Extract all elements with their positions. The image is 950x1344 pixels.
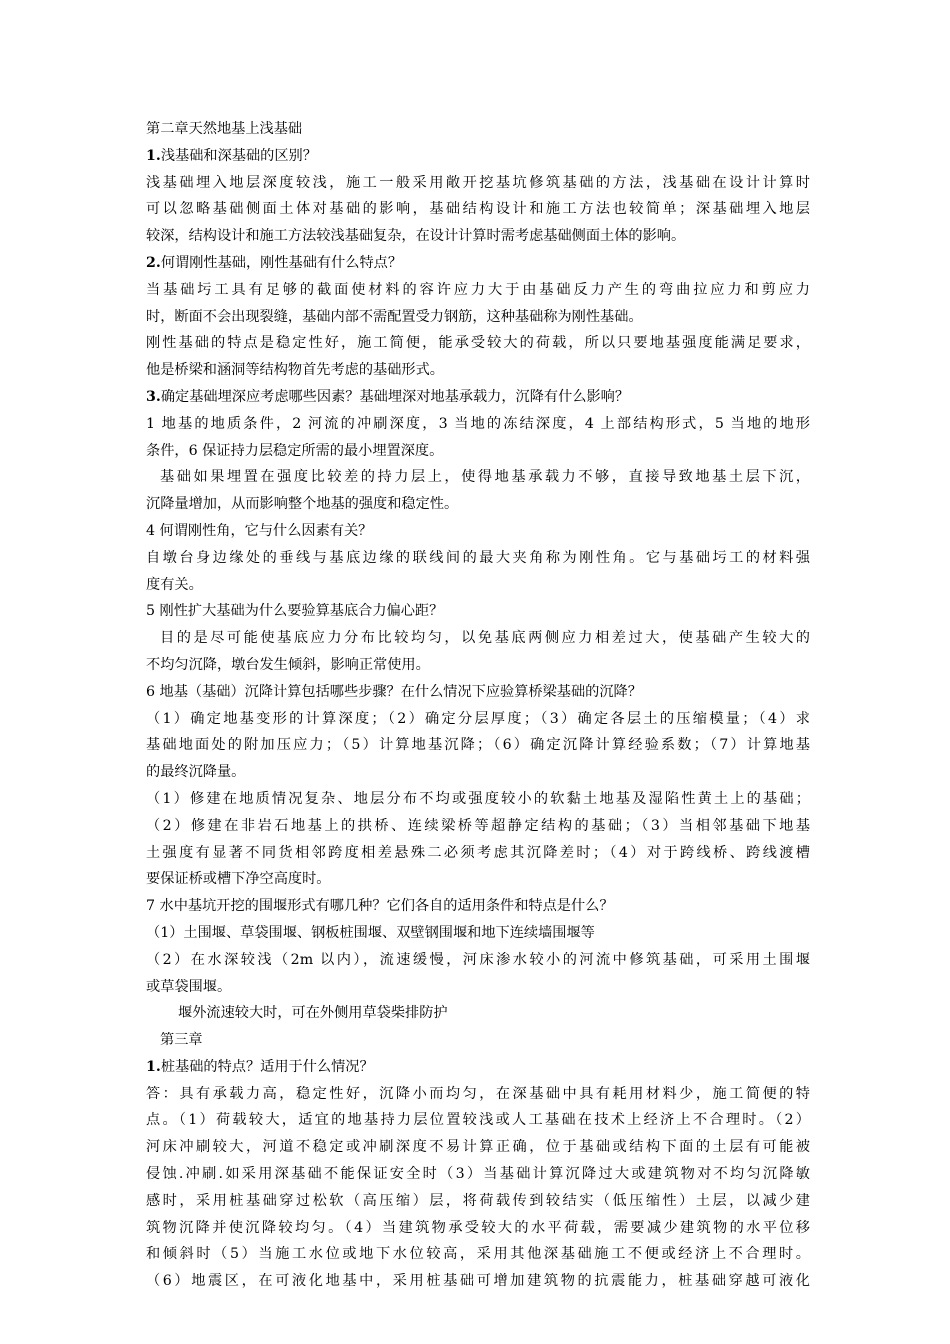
- line-text: 的最终沉降量。: [146, 764, 246, 781]
- line-text: 7 水中基坑开挖的围堰形式有哪几种？它们各自的适用条件和特点是什么？: [146, 898, 614, 915]
- line-text: 何谓刚性基础，刚性基础有什么特点？: [160, 254, 403, 271]
- line-text: 桩基础的特点？适用于什么情况？: [160, 1058, 374, 1075]
- line-text: 不均匀沉降，墩台发生倾斜，影响正常使用。: [146, 656, 430, 673]
- line-text: 和倾斜时（5）当施工水位或地下水位较高，采用其他深基础施工不便或经济上不合理时。: [146, 1246, 810, 1263]
- text-line: [146, 813, 810, 840]
- question-number: 2.: [146, 254, 161, 271]
- text-line: [146, 1081, 810, 1108]
- text-line: [146, 170, 810, 197]
- text-line: [146, 545, 810, 572]
- text-line: [146, 223, 810, 250]
- question-number: 1.: [146, 1058, 161, 1075]
- line-text: 条件，6 保证持力层稳定所需的最小埋置深度。: [146, 442, 444, 459]
- text-line: [146, 679, 810, 706]
- text-line: [146, 277, 810, 304]
- line-text: 堰外流速较大时，可在外侧用草袋柴排防护: [178, 1005, 448, 1022]
- text-line: [146, 196, 810, 223]
- text-line: [146, 1000, 810, 1027]
- text-line: [146, 1107, 810, 1134]
- text-line: [146, 1241, 810, 1268]
- text-line: [146, 572, 810, 599]
- text-line: [146, 625, 810, 652]
- text-line: [146, 1188, 810, 1215]
- text-line: [146, 1215, 810, 1242]
- text-line: [146, 143, 810, 170]
- text-line: [146, 304, 810, 331]
- line-text: 答：具有承载力高，稳定性好，沉降小而均匀，在深基础中具有耗用材料少，施工简便的特: [146, 1085, 810, 1102]
- text-line: [146, 1134, 810, 1161]
- line-text: 确定基础埋深应考虑哪些因素？基础埋深对地基承载力，沉降有什么影响？: [160, 388, 630, 405]
- line-text: 可以忽略基础侧面土体对基础的影响，基础结构设计和施工方法也较简单；深基础埋入地层: [146, 201, 810, 218]
- line-text: 侵蚀.冲刷.如采用深基础不能保证安全时（3）当基础计算沉降过大或建筑物对不均匀沉降敏: [146, 1166, 810, 1183]
- text-line: [146, 866, 810, 893]
- line-text: 沉降量增加，从而影响整个地基的强度和稳定性。: [146, 496, 459, 513]
- line-text: 基础地面处的附加压应力；（5）计算地基沉降；（6）确定沉降计算经验系数；（7）计算地基: [146, 737, 810, 754]
- line-text: （2）修建在非岩石地基上的拱桥、连续梁桥等超静定结构的基础；（3）当相邻基础下地基: [146, 817, 810, 834]
- text-line: [146, 518, 810, 545]
- line-text: 目的是尽可能使基底应力分布比较均匀，以免基底两侧应力相差过大，使基础产生较大的: [160, 630, 810, 647]
- text-line: [146, 920, 810, 947]
- line-text: 1 地基的地质条件，2 河流的冲刷深度，3 当地的冻结深度，4 上部结构形式，5 当地的地形: [146, 415, 810, 432]
- line-text: 5 刚性扩大基础为什么要验算基底合力偏心距？: [146, 603, 444, 620]
- text-line: [146, 840, 810, 867]
- text-line: [146, 384, 810, 411]
- line-text: 自墩台身边缘处的垂线与基底边缘的联线间的最大夹角称为刚性角。它与基础圬工的材料强: [146, 549, 810, 566]
- line-text: 点。（1）荷载较大，适宜的地基持力层位置较浅或人工基础在技术上经济上不合理时。（2）: [146, 1112, 810, 1129]
- text-line: [146, 598, 810, 625]
- line-text: 基础如果埋置在强度比较差的持力层上，使得地基承载力不够，直接导致地基土层下沉，: [160, 469, 810, 486]
- text-line: [146, 947, 810, 974]
- text-line: [146, 706, 810, 733]
- line-text: 浅基础和深基础的区别？: [160, 147, 317, 164]
- line-text: （1）确定地基变形的计算深度；（2）确定分层厚度；（3）确定各层土的压缩模量；（4）求: [146, 710, 810, 727]
- text-line: [146, 491, 810, 518]
- text-line: [146, 1054, 810, 1081]
- line-text: 河床冲刷较大，河道不稳定或冲刷深度不易计算正确，位于基础或结构下面的土层有可能被: [146, 1139, 810, 1156]
- text-line: [146, 974, 810, 1001]
- line-text: 筑物沉降并使沉降较均匀。（4）当建筑物承受较大的水平荷载，需要减少建筑物的水平位移: [146, 1219, 810, 1236]
- text-line: [146, 411, 810, 438]
- text-line: [146, 759, 810, 786]
- line-text: 或草袋围堰。: [146, 978, 232, 995]
- question-number: 1.: [146, 147, 161, 164]
- line-text: 土强度有显著不同货相邻跨度相差悬殊二必须考虑其沉降差时；（4）对于跨线桥、跨线渡槽: [146, 844, 810, 861]
- text-line: [146, 893, 810, 920]
- text-line: [146, 786, 810, 813]
- question-number: 3.: [146, 388, 161, 405]
- text-line: [146, 438, 810, 465]
- line-text: 刚性基础的特点是稳定性好，施工简便，能承受较大的荷载，所以只要地基强度能满足要求，: [146, 335, 810, 352]
- text-line: [146, 464, 810, 491]
- line-text: 时，断面不会出现裂缝，基础内部不需配置受力钢筋，这种基础称为刚性基础。: [146, 308, 643, 325]
- document-body: [146, 116, 810, 1295]
- line-text: 较深，结构设计和施工方法较浅基础复杂，在设计计算时需考虑基础侧面土体的影响。: [146, 228, 686, 245]
- text-line: [146, 116, 810, 143]
- line-text: 度有关。: [146, 576, 203, 593]
- line-text: 第二章天然地基上浅基础: [146, 121, 303, 137]
- line-text: 当基础圬工具有足够的截面使材料的容许应力大于由基础反力产生的弯曲拉应力和剪应力: [146, 281, 810, 298]
- text-line: [146, 250, 810, 277]
- line-text: 6 地基（基础）沉降计算包括哪些步骤？在什么情况下应验算桥梁基础的沉降？: [146, 683, 642, 700]
- text-line: [146, 330, 810, 357]
- line-text: （1）修建在地质情况复杂、地层分布不均或强度较小的软黏土地基及湿陷性黄土上的基础；: [146, 790, 810, 807]
- line-text: （2）在水深较浅（2m 以内），流速缓慢，河床渗水较小的河流中修筑基础，可采用土围堰: [146, 951, 810, 968]
- line-text: 浅基础埋入地层深度较浅，施工一般采用敞开挖基坑修筑基础的方法，浅基础在设计计算时: [146, 174, 810, 191]
- line-text: （6）地震区，在可液化地基中，采用桩基础可增加建筑物的抗震能力，桩基础穿越可液化: [146, 1273, 810, 1290]
- text-line: [146, 1161, 810, 1188]
- text-line: [146, 652, 810, 679]
- line-text: 4 何谓刚性角，它与什么因素有关？: [146, 522, 373, 539]
- line-text: 他是桥梁和涵洞等结构物首先考虑的基础形式。: [146, 362, 444, 379]
- text-line: [146, 1027, 810, 1054]
- line-text: （1）土围堰、草袋围堰、钢板桩围堰、双壁钢围堰和地下连续墙围堰等: [146, 924, 595, 941]
- text-line: [146, 357, 810, 384]
- line-text: 要保证桥或槽下净空高度时。: [146, 871, 331, 888]
- text-line: [146, 732, 810, 759]
- text-line: [146, 1268, 810, 1295]
- line-text: 感时，采用桩基础穿过松软（高压缩）层，将荷载传到较结实（低压缩性）土层，以减少建: [146, 1192, 810, 1209]
- line-text: 第三章: [160, 1032, 203, 1049]
